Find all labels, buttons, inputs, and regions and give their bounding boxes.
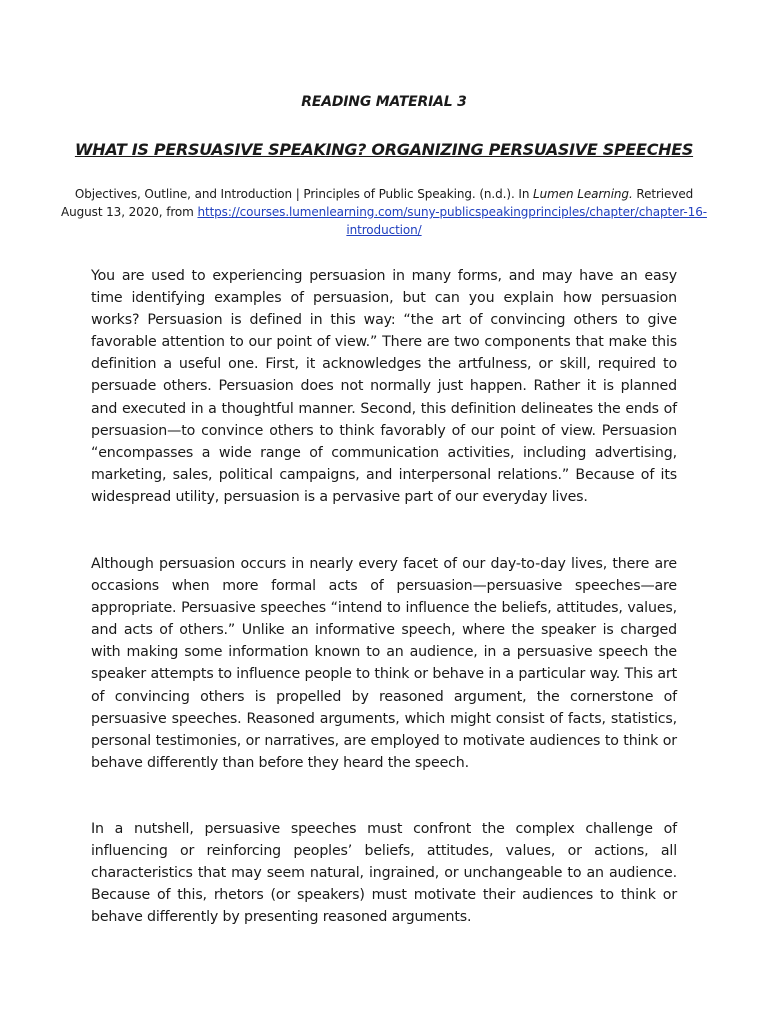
reading-material-label: READING MATERIAL 3 <box>301 94 467 110</box>
paragraph-2: Although persuasion occurs in nearly every facet of our day-to-day lives, there are occasions when more formal acts of persuasion—persuasive speeches—are appropriate. Persuasive speeches “intend to influence the beliefs, attitudes, values, and acts of others.” Unlike an informative speech, where the speaker is charged with making some information known to an audience, in a persuasive speech the speaker attempts to influence people to think or behave in a particular way. This art of convincing others is propelled by reasoned argument, the cornerstone of persuasive speeches. Reasoned arguments, which might consist of facts, statistics, personal testimonies, or narratives, are employed to motivate audiences to think or behave differently than before they heard the speech. <box>91 556 677 771</box>
citation-text: Objectives, Outline, and Introduction | Principles of Public Speaking. (n.d.). In <box>74 187 534 201</box>
paragraph-1: You are used to experiencing persuasion in many forms, and may have an easy time identifying examples of persuasion, but can you explain how persuasion works? Persuasion is defined in this way: “the art of convincing others to give favorable attention to our point of view.” There are two components that make this definition a useful one. First, it acknowledges the artfulness, or skill, required to persuade others. Persuasion does not normally just happen. Rather it is planned and executed in a thoughtful manner. Second, this definition delineates the ends of persuasion—to convince others to think favorably of our point of view. Persuasion “encompasses a wide range of communication activities, including advertising, marketing, sales, political campaigns, and interpersonal relations.” Because of its widespread utility, persuasion is a pervasive part of our everyday lives. <box>91 268 677 505</box>
document-title: WHAT IS PERSUASIVE SPEAKING? ORGANIZING PERSUASIVE SPEECHES <box>74 140 694 159</box>
citation-source: Lumen Learning. <box>533 187 633 201</box>
citation <box>60 185 708 239</box>
citation-link[interactable]: https://courses.lumenlearning.com/suny-publicspeakingprinciples/chapter/chapter-16-introduction/ <box>197 205 707 237</box>
paragraph-3: In a nutshell, persuasive speeches must confront the complex challenge of influencing or reinforcing peoples’ beliefs, attitudes, values, or actions, all characteristics that may seem natural, ingrained, or unchangeable to an audience. Because of this, rhetors (or speakers) must motivate their audiences to think or behave differently by presenting reasoned arguments. <box>91 821 677 926</box>
citation-retrieved: Retrieved August 13, 2020, from <box>61 187 694 219</box>
